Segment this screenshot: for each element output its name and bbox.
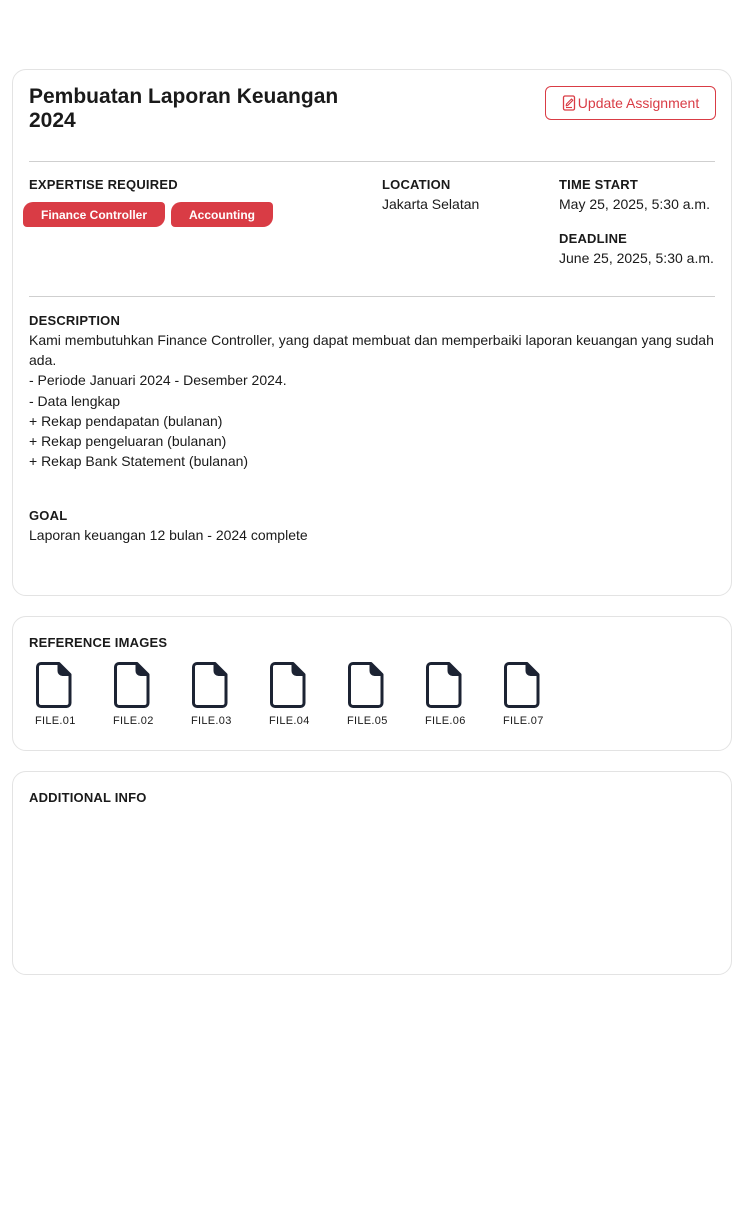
file-label: FILE.01 xyxy=(35,715,76,727)
reference-images-label: REFERENCE IMAGES xyxy=(29,635,168,650)
file-item[interactable] xyxy=(107,661,185,727)
file-icon xyxy=(107,661,151,709)
expertise-tag-accounting: Accounting xyxy=(171,202,273,227)
file-list xyxy=(29,661,575,727)
location-label: LOCATION xyxy=(382,177,451,192)
expertise-label: EXPERTISE REQUIRED xyxy=(29,177,178,192)
description-line: - Periode Januari 2024 - Desember 2024. xyxy=(29,372,287,389)
file-icon xyxy=(497,661,541,709)
location-value: Jakarta Selatan xyxy=(382,196,480,212)
description-label: DESCRIPTION xyxy=(29,313,121,328)
description-line: - Data lengkap xyxy=(29,392,121,409)
expertise-tags xyxy=(23,202,273,227)
assignment-card xyxy=(12,69,732,596)
description-text xyxy=(29,330,719,471)
assignment-title: Pembuatan Laporan Keuangan 2024 xyxy=(29,85,339,132)
description-line: Kami membutuhkan Finance Controller, yang dapat membuat dan memperbaiki laporan keuangan yang sudah ada. xyxy=(29,332,718,369)
file-icon xyxy=(185,661,229,709)
deadline-label: DEADLINE xyxy=(559,231,628,246)
file-icon xyxy=(29,661,73,709)
file-label: FILE.07 xyxy=(503,715,544,727)
description-line: + Rekap Bank Statement (bulanan) xyxy=(29,453,249,470)
file-icon xyxy=(419,661,463,709)
reference-images-card xyxy=(12,616,732,751)
file-item[interactable] xyxy=(29,661,107,727)
deadline-value: June 25, 2025, 5:30 a.m. xyxy=(559,250,714,266)
file-item[interactable] xyxy=(341,661,419,727)
additional-info-label: ADDITIONAL INFO xyxy=(29,790,147,805)
description-line: + Rekap pengeluaran (bulanan) xyxy=(29,433,227,450)
description-line: + Rekap pendapatan (bulanan) xyxy=(29,412,223,429)
expertise-tag-finance-controller: Finance Controller xyxy=(23,202,165,227)
file-item[interactable] xyxy=(263,661,341,727)
time-start-value: May 25, 2025, 5:30 a.m. xyxy=(559,196,710,212)
file-item[interactable] xyxy=(185,661,263,727)
file-label: FILE.03 xyxy=(191,715,232,727)
goal-value: Laporan keuangan 12 bulan - 2024 complete xyxy=(29,527,308,543)
file-icon xyxy=(341,661,385,709)
file-label: FILE.05 xyxy=(347,715,388,727)
header-divider xyxy=(29,161,715,162)
update-assignment-label: Update Assignment xyxy=(577,95,700,111)
file-label: FILE.06 xyxy=(425,715,466,727)
file-label: FILE.02 xyxy=(113,715,154,727)
update-assignment-button[interactable] xyxy=(545,86,716,120)
file-icon xyxy=(263,661,307,709)
time-start-label: TIME START xyxy=(559,177,639,192)
file-item[interactable] xyxy=(419,661,497,727)
file-item[interactable] xyxy=(497,661,575,727)
details-divider xyxy=(29,296,715,297)
additional-info-card xyxy=(12,771,732,975)
file-label: FILE.04 xyxy=(269,715,310,727)
goal-label: GOAL xyxy=(29,508,68,523)
edit-document-icon xyxy=(562,95,576,111)
